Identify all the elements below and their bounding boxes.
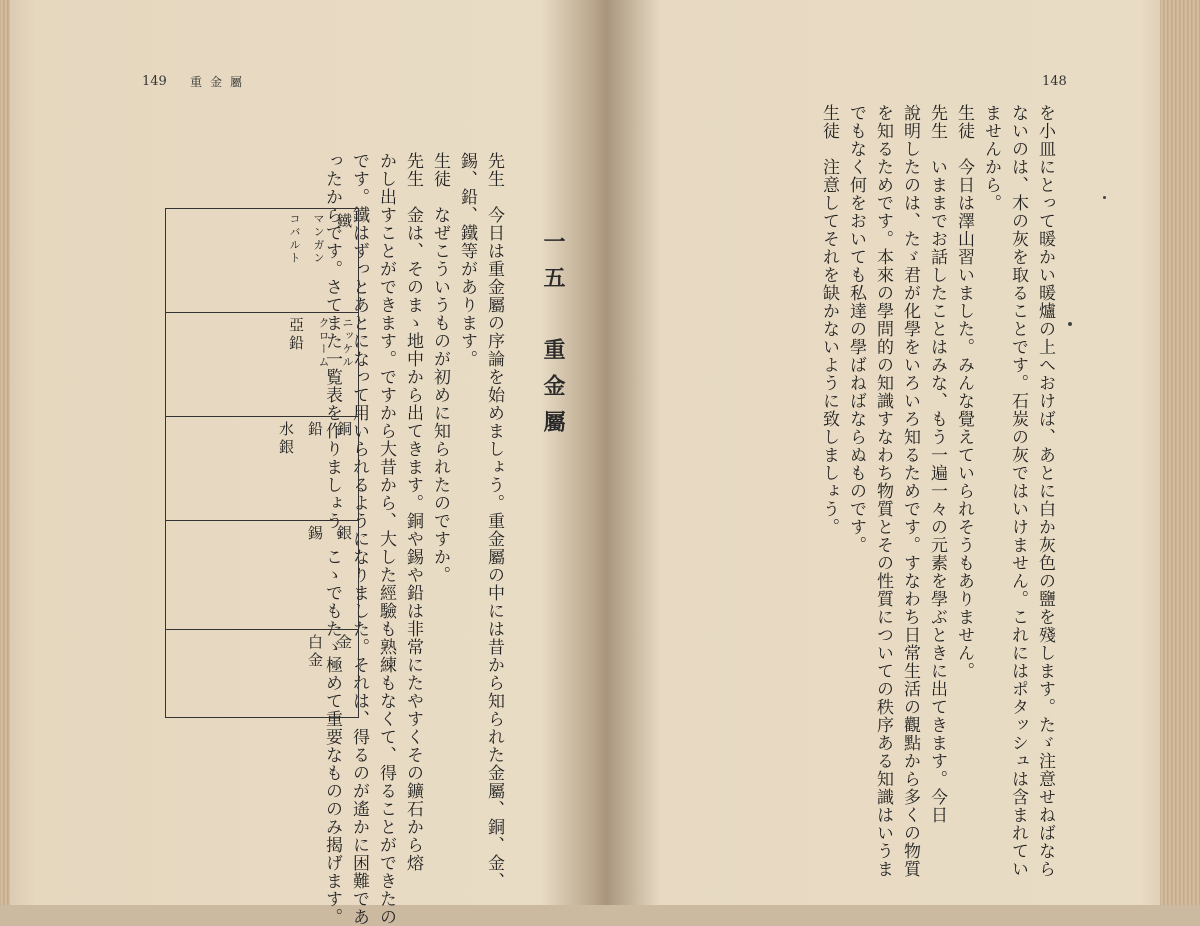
table-cell: 白金	[306, 634, 324, 670]
text-line: 先生 今日は重金屬の序論を始めましょう。重金屬の中には昔から知られた金屬、銅、金、	[484, 152, 504, 890]
table-cell: 錫	[306, 525, 324, 543]
table-cell: 銀	[335, 525, 353, 543]
table-cell: 金	[335, 634, 353, 652]
text-line: を小皿にとって暖かい暖爐の上へおけば、あとに白か灰色の鹽を殘します。たゞ注意せねばなら	[1035, 104, 1055, 878]
page-number-right: 148	[1042, 74, 1067, 89]
table-cell: ニッケル	[341, 317, 354, 369]
text-line: 生徒 注意してそれを缺かないように致しましょう。	[819, 104, 839, 536]
ink-speck	[1103, 196, 1106, 199]
text-line: です。鐵はずっとあとになって用いられるようになりました。それは、得るのが遙かに困難であ	[349, 152, 369, 926]
table-cell: クローム	[317, 317, 330, 369]
text-line: を知るためです。本來の學問的の知識すなわち物質とその性質についての秩序ある知識はいうま	[873, 104, 893, 878]
text-line: 先生 金は、そのまゝ地中から出てきます。銅や錫や鉛は非常にたやすくその鑛石から熔	[403, 152, 423, 872]
section-heading: 一五 重金屬	[540, 230, 566, 446]
table-cell: 銅	[335, 421, 353, 439]
table-cell: 鐵	[335, 213, 353, 231]
text-line: 生徒 今日は澤山習いました。みんな覺えていられそうもありません。	[954, 104, 974, 680]
text-line: でもなく何をおいても私達の學ばねばならぬものです。	[846, 104, 866, 554]
text-line: ませんから。	[981, 104, 1001, 212]
page-edge-right	[1160, 0, 1200, 905]
running-head: 重金屬	[190, 75, 251, 89]
ink-speck	[1068, 322, 1072, 326]
text-line: ったからです。さてまた一覧表を作りましょう。こゝでもたゞ極めて重要なもののみ揭げます。	[322, 152, 342, 926]
text-line: ないのは、木の灰を取ることです。石炭の灰ではいけません。これにはポタッシュは含まれてい	[1008, 104, 1028, 878]
text-line: 生徒 なぜこういうものが初めに知られたのですか。	[430, 152, 450, 584]
page-number-left: 149	[142, 74, 167, 89]
table-cell: マンガン	[312, 213, 325, 265]
table-cell: 水銀	[277, 421, 295, 457]
table-cell: 亞鉛	[287, 317, 305, 353]
page-edge-left	[0, 0, 10, 905]
text-line: かし出すことができます。ですから大昔から、大した經驗も熟練もなくて、得ることができたの	[376, 152, 396, 926]
text-line: 錫、鉛、鐵等があります。	[457, 152, 477, 368]
table-cell: 鉛	[306, 421, 324, 439]
right-page-text	[815, 104, 1058, 878]
text-line: 先生 いままでお話したことはみな、もう一遍一々の元素を學ぶときに出てきます。今日	[927, 104, 947, 824]
table-cell: コバルト	[288, 213, 301, 265]
text-line: 說明したのは、たゞ君が化學をいろいろ知るためです。すなわち日常生活の觀點から多くの物質	[900, 104, 920, 878]
metals-table	[165, 208, 359, 718]
